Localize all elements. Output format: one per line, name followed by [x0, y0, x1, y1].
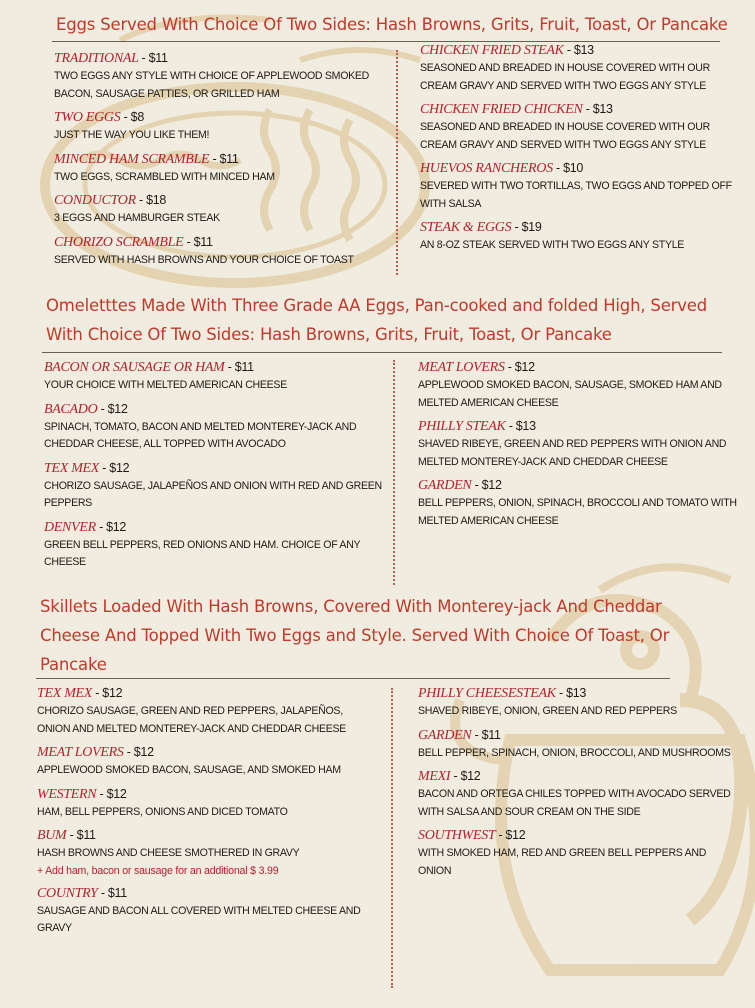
item-name: CHICKEN FRIED STEAK — [420, 43, 564, 58]
item-name: GARDEN — [418, 727, 472, 743]
item-price: - $18 — [139, 193, 167, 207]
header-line: With Choice Of Two Sides: Hash Browns, Grits, Fruit, Toast, Or Pancake — [46, 325, 612, 344]
section-header — [40, 592, 730, 679]
item-price: - $13 — [566, 43, 594, 57]
item-name: TEX MEX — [37, 686, 93, 701]
item-description: APPLEWOOD SMOKED BACON, SAUSAGE, SMOKED HAM AND MELTED AMERICAN CHEESE — [418, 379, 722, 409]
menu-item — [418, 417, 740, 471]
item-price: - $12 — [99, 519, 127, 534]
item-description: SHAVED RIBEYE, GREEN AND RED PEPPERS WITH ONION AND MELTED MONTEREY-JACK AND CHEDDAR CHEESE — [418, 438, 727, 468]
menu-item — [37, 684, 377, 738]
item-name: MEXI — [418, 769, 451, 784]
menu-item — [418, 726, 738, 763]
item-name: PHILLY STEAK — [418, 419, 506, 434]
section-header — [46, 291, 736, 349]
menu-item — [44, 400, 382, 454]
section-header — [56, 10, 736, 39]
item-description: AN 8-OZ STEAK SERVED WITH TWO EGGS ANY STYLE — [420, 239, 685, 251]
right-column — [418, 358, 740, 535]
item-price: - $11 — [69, 828, 96, 842]
item-name: PHILLY CHEESESTEAK — [418, 686, 556, 701]
item-description: YOUR CHOICE WITH MELTED AMERICAN CHEESE — [44, 379, 287, 391]
item-name: CHICKEN FRIED CHICKEN — [420, 102, 583, 117]
left-column — [44, 358, 382, 577]
menu-item — [54, 49, 386, 103]
item-price: - $12 — [453, 769, 481, 783]
item-name: TWO EGGS — [54, 110, 121, 125]
item-name: HUEVOS RANCHEROS — [420, 161, 553, 176]
menu-item — [37, 826, 377, 879]
item-price: - $13 — [559, 686, 587, 700]
item-description: SERVED WITH HASH BROWNS AND YOUR CHOICE OF TOAST — [54, 253, 354, 266]
item-name: BUM — [37, 828, 67, 843]
item-price: - $11 — [227, 360, 254, 374]
section-divider — [42, 352, 722, 353]
section-eggs — [0, 0, 755, 290]
item-description: BELL PEPPERS, ONION, SPINACH, BROCCOLI AND TOMATO WITH MELTED AMERICAN CHEESE — [418, 497, 737, 527]
item-description: HAM, BELL PEPPERS, ONIONS AND DICED TOMATO — [37, 805, 288, 818]
header-line: Eggs Served With Choice Of Two Sides: Hash Browns, Grits, Fruit, Toast, Or Pancake — [56, 15, 728, 34]
menu-item — [418, 767, 738, 821]
menu-item — [44, 358, 382, 395]
item-name: MINCED HAM SCRAMBLE — [54, 151, 210, 167]
right-column — [418, 684, 738, 885]
item-description: 3 EGGS AND HAMBURGER STEAK — [54, 212, 220, 224]
item-name: COUNTRY — [37, 885, 98, 901]
column-divider — [393, 360, 395, 585]
menu-item — [418, 684, 738, 721]
header-line: Skillets Loaded With Hash Browns, Covered With Monterey-jack And Cheddar — [40, 597, 662, 616]
item-name: DENVER — [44, 519, 96, 535]
item-description: SEASONED AND BREADED IN HOUSE COVERED WITH OUR CREAM GRAVY AND SERVED WITH TWO EGGS ANY STYLE — [420, 121, 710, 151]
item-price: - $12 — [95, 686, 123, 700]
menu-item — [44, 459, 382, 513]
item-name: GARDEN — [418, 478, 472, 493]
item-name: STEAK & EGGS — [420, 220, 512, 235]
item-price: - $8 — [123, 110, 144, 124]
item-name: BACADO — [44, 401, 98, 417]
item-description: WITH SMOKED HAM, RED AND GREEN BELL PEPPERS AND ONION — [418, 847, 707, 877]
column-divider — [396, 50, 398, 275]
header-line: Pancake — [40, 655, 107, 674]
item-description: BACON AND ORTEGA CHILES TOPPED WITH AVOCADO SERVED WITH SALSA AND SOUR CREAM ON THE SIDE — [418, 788, 731, 818]
menu-item — [37, 785, 377, 822]
menu-item — [54, 233, 386, 270]
menu-item — [418, 826, 738, 880]
item-price: - $12 — [498, 828, 526, 842]
item-description: SPINACH, TOMATO, BACON AND MELTED MONTEREY-JACK AND CHEDDAR CHEESE, ALL TOPPED WITH AVOCADO — [44, 420, 357, 450]
item-price: - $12 — [102, 460, 130, 475]
item-name: MEAT LOVERS — [37, 745, 124, 760]
menu-item — [420, 100, 738, 154]
item-note: + Add ham, bacon or sausage for an additional $ 3.99 — [37, 864, 279, 877]
menu-item — [54, 108, 386, 145]
menu-item — [54, 191, 386, 228]
item-price: - $10 — [556, 161, 584, 175]
item-price: - $12 — [99, 786, 127, 801]
item-description: BELL PEPPER, SPINACH, ONION, BROCCOLI, AND MUSHROOMS — [418, 746, 731, 759]
item-description: CHORIZO SAUSAGE, GREEN AND RED PEPPERS, JALAPEÑOS, ONION AND MELTED MONTEREY-JACK AND CHEDDAR CHEESE — [37, 705, 347, 735]
item-price: - $11 — [100, 885, 127, 900]
menu-item — [418, 358, 740, 412]
item-price: - $11 — [212, 151, 239, 166]
left-column — [37, 684, 377, 943]
item-description: GREEN BELL PEPPERS, RED ONIONS AND HAM. CHOICE OF ANY CHEESE — [44, 538, 361, 568]
item-price: - $11 — [186, 234, 213, 249]
item-price: - $11 — [141, 51, 168, 65]
item-description: SEASONED AND BREADED IN HOUSE COVERED WITH OUR CREAM GRAVY AND SERVED WITH TWO EGGS ANY STYLE — [420, 62, 710, 92]
item-description: CHORIZO SAUSAGE, JALAPEÑOS AND ONION WITH RED AND GREEN PEPPERS — [44, 479, 382, 509]
item-description: APPLEWOOD SMOKED BACON, SAUSAGE, AND SMOKED HAM — [37, 764, 341, 776]
menu-item — [44, 518, 382, 572]
item-price: - $12 — [126, 745, 154, 759]
item-name: TEX MEX — [44, 460, 100, 476]
item-name: MEAT LOVERS — [418, 360, 505, 375]
item-description: HASH BROWNS AND CHEESE SMOTHERED IN GRAVY — [37, 847, 300, 859]
item-name: BACON OR SAUSAGE OR HAM — [44, 360, 225, 375]
header-line: Omeletttes Made With Three Grade AA Eggs, Pan-cooked and folded High, Served — [46, 296, 708, 315]
item-description: SAUSAGE AND BACON ALL COVERED WITH MELTED CHEESE AND GRAVY — [37, 904, 361, 934]
header-line: Cheese And Topped With Two Eggs and Style. Served With Choice Of Toast, Or — [40, 626, 670, 645]
menu-item — [420, 218, 738, 255]
item-description: SEVERED WITH TWO TORTILLAS, TWO EGGS AND TOPPED OFF WITH SALSA — [420, 180, 732, 210]
menu-item — [37, 743, 377, 780]
item-price: - $12 — [474, 478, 502, 492]
left-column — [54, 49, 386, 274]
item-name: CHORIZO SCRAMBLE — [54, 234, 184, 250]
item-name: SOUTHWEST — [418, 828, 496, 843]
column-divider — [391, 688, 393, 988]
item-description: JUST THE WAY YOU LIKE THEM! — [54, 129, 210, 141]
item-description: TWO EGGS ANY STYLE WITH CHOICE OF APPLEWOOD SMOKED BACON, SAUSAGE PATTIES, OR GRILLED HAM — [54, 70, 370, 100]
item-description: TWO EGGS, SCRAMBLED WITH MINCED HAM — [54, 170, 275, 183]
item-description: SHAVED RIBEYE, ONION, GREEN AND RED PEPPERS — [418, 705, 677, 717]
menu-item — [54, 150, 386, 187]
menu-item — [418, 476, 740, 530]
item-name: WESTERN — [37, 786, 97, 802]
item-name: CONDUCTOR — [54, 193, 136, 208]
menu-item — [420, 159, 738, 213]
right-column — [420, 41, 738, 260]
section-divider — [36, 678, 670, 679]
coffee-pot-icon — [455, 567, 755, 970]
item-price: - $13 — [508, 419, 536, 433]
menu-item — [420, 41, 738, 95]
menu-item — [37, 884, 377, 938]
item-name: TRADITIONAL — [54, 51, 139, 66]
item-price: - $12 — [507, 360, 535, 374]
item-price: - $11 — [474, 727, 501, 742]
item-price: - $13 — [585, 102, 613, 116]
item-price: - $12 — [100, 401, 128, 416]
item-price: - $19 — [514, 220, 542, 234]
